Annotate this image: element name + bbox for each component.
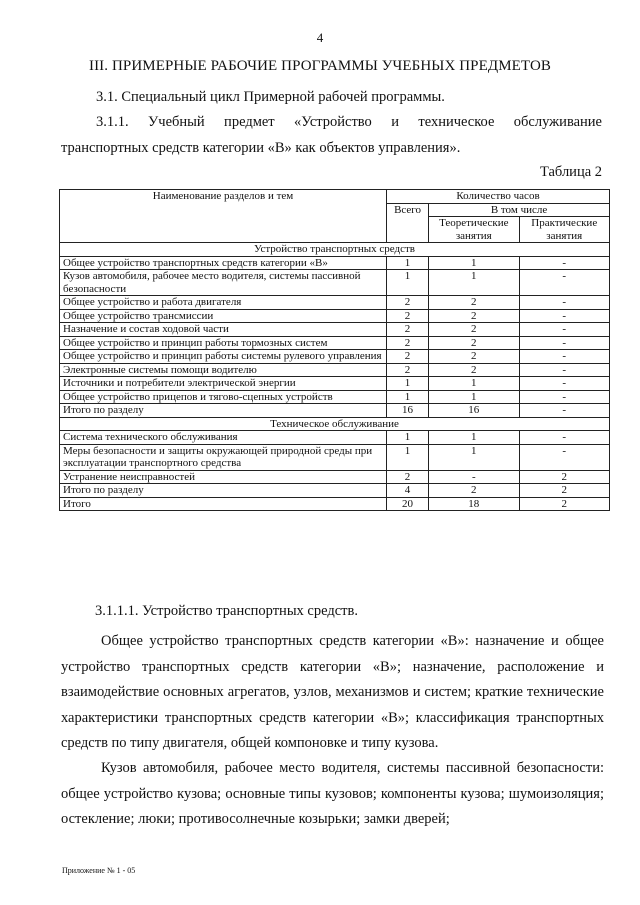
table-row	[60, 336, 610, 350]
paragraph-subject-line1: 3.1.1. Учебный предмет «Устройство и техническое обслуживание	[96, 114, 602, 130]
table-row	[60, 377, 610, 391]
table-row	[60, 296, 610, 310]
cell-theory: 2	[429, 323, 519, 337]
header-incl: В том числе	[429, 203, 610, 217]
cell-name: Назначение и состав ходовой части	[60, 323, 387, 337]
cell-total: 2	[387, 363, 429, 377]
cell-total: 16	[387, 404, 429, 418]
paragraph-subject-line2: транспортных средств категории «В» как объектов управления».	[61, 140, 461, 156]
cell-practice: 2	[519, 497, 610, 511]
cell-name: Система технического обслуживания	[60, 431, 387, 445]
cell-name: Меры безопасности и защиты окружающей природной среды при эксплуатации транспортного средства	[60, 444, 387, 470]
cell-total: 20	[387, 497, 429, 511]
cell-total: 1	[387, 431, 429, 445]
cell-name: Общее устройство прицепов и тягово-сцепных устройств	[60, 390, 387, 404]
cell-total: 1	[387, 390, 429, 404]
cell-total: 4	[387, 484, 429, 498]
table-row	[60, 470, 610, 484]
cell-theory: 1	[429, 377, 519, 391]
header-theory: Теоретические занятия	[429, 217, 519, 243]
cell-name: Общее устройство и принцип работы тормозных систем	[60, 336, 387, 350]
cell-theory: 2	[429, 484, 519, 498]
section-title: III. ПРИМЕРНЫЕ РАБОЧИЕ ПРОГРАММЫ УЧЕБНЫХ ПРЕДМЕТОВ	[88, 58, 552, 74]
cell-practice: -	[519, 323, 610, 337]
cell-name: Общее устройство трансмиссии	[60, 309, 387, 323]
cell-total: 2	[387, 470, 429, 484]
cell-total: 1	[387, 270, 429, 296]
table-row	[60, 350, 610, 364]
cell-practice: -	[519, 431, 610, 445]
cell-total: 1	[387, 256, 429, 270]
cell-theory: 1	[429, 270, 519, 296]
cell-practice: -	[519, 309, 610, 323]
cell-name: Общее устройство и принцип работы системы рулевого управления	[60, 350, 387, 364]
cell-practice: -	[519, 350, 610, 364]
cell-theory: 2	[429, 363, 519, 377]
footer-note: Приложение № 1 - 05	[62, 866, 136, 875]
cell-practice: -	[519, 296, 610, 310]
table-row	[60, 309, 610, 323]
cell-total: 1	[387, 444, 429, 470]
cell-theory: 1	[429, 256, 519, 270]
cell-theory: 16	[429, 404, 519, 418]
cell-total: 2	[387, 336, 429, 350]
table-row	[60, 484, 610, 498]
cell-practice: 2	[519, 484, 610, 498]
cell-practice: -	[519, 377, 610, 391]
section-row	[60, 417, 610, 431]
cell-name: Кузов автомобиля, рабочее место водителя, системы пассивной безопасности	[60, 270, 387, 296]
header-hours: Количество часов	[387, 190, 610, 204]
table-row	[60, 256, 610, 270]
table-row	[60, 497, 610, 511]
cell-name: Итого по разделу	[60, 404, 387, 418]
cell-practice: -	[519, 404, 610, 418]
cell-theory: 2	[429, 336, 519, 350]
section-row	[60, 243, 610, 257]
cell-total: 2	[387, 323, 429, 337]
cell-practice: -	[519, 444, 610, 470]
section-title-maintenance: Техническое обслуживание	[60, 417, 610, 431]
paragraph-specialty-cycle: 3.1. Специальный цикл Примерной рабочей программы.	[96, 89, 445, 105]
cell-name: Устранение неисправностей	[60, 470, 387, 484]
body-paragraph-body: Кузов автомобиля, рабочее место водителя, системы пассивной безопасности: общее устройство кузова; основные типы кузовов; компоненты кузова; шумоизоляция; остекление; люки; противосолнечные козырьки; замки дверей;	[61, 760, 604, 827]
table-row	[60, 390, 610, 404]
subsection-title: 3.1.1.1. Устройство транспортных средств.	[95, 603, 358, 619]
body-paragraph-general: Общее устройство транспортных средств категории «В»: назначение и общее устройство транспортных средств категории «В»; назначение, расположение и взаимодействие основных агрегатов, узлов, механизмов и систем; краткие технические характеристики транспортных средств категории «В»; классификация транспортных средств по типу двигателя, общей компоновке и типу кузова.	[61, 633, 604, 751]
cell-theory: 1	[429, 444, 519, 470]
table-row	[60, 323, 610, 337]
cell-theory: 2	[429, 296, 519, 310]
cell-practice: -	[519, 363, 610, 377]
cell-practice: -	[519, 390, 610, 404]
table-row	[60, 431, 610, 445]
cell-total: 2	[387, 350, 429, 364]
cell-total: 2	[387, 296, 429, 310]
table-row	[60, 363, 610, 377]
cell-practice: -	[519, 270, 610, 296]
section-title-device: Устройство транспортных средств	[60, 243, 610, 257]
cell-name: Общее устройство и работа двигателя	[60, 296, 387, 310]
table-label: Таблица 2	[540, 164, 603, 180]
cell-practice: -	[519, 256, 610, 270]
cell-theory: 2	[429, 309, 519, 323]
table-row	[60, 444, 610, 470]
cell-theory: -	[429, 470, 519, 484]
table-row	[60, 270, 610, 296]
hours-table	[59, 189, 610, 511]
cell-theory: 2	[429, 350, 519, 364]
cell-theory: 1	[429, 431, 519, 445]
cell-name: Итого по разделу	[60, 484, 387, 498]
cell-name: Источники и потребители электрической энергии	[60, 377, 387, 391]
header-total: Всего	[387, 203, 429, 243]
cell-name: Электронные системы помощи водителю	[60, 363, 387, 377]
cell-theory: 18	[429, 497, 519, 511]
cell-name: Итого	[60, 497, 387, 511]
cell-total: 2	[387, 309, 429, 323]
page-number: 4	[316, 30, 324, 45]
header-practice: Практические занятия	[519, 217, 610, 243]
cell-total: 1	[387, 377, 429, 391]
header-name: Наименование разделов и тем	[60, 190, 387, 243]
table-row	[60, 404, 610, 418]
cell-theory: 1	[429, 390, 519, 404]
cell-practice: -	[519, 336, 610, 350]
cell-practice: 2	[519, 470, 610, 484]
cell-name: Общее устройство транспортных средств категории «В»	[60, 256, 387, 270]
